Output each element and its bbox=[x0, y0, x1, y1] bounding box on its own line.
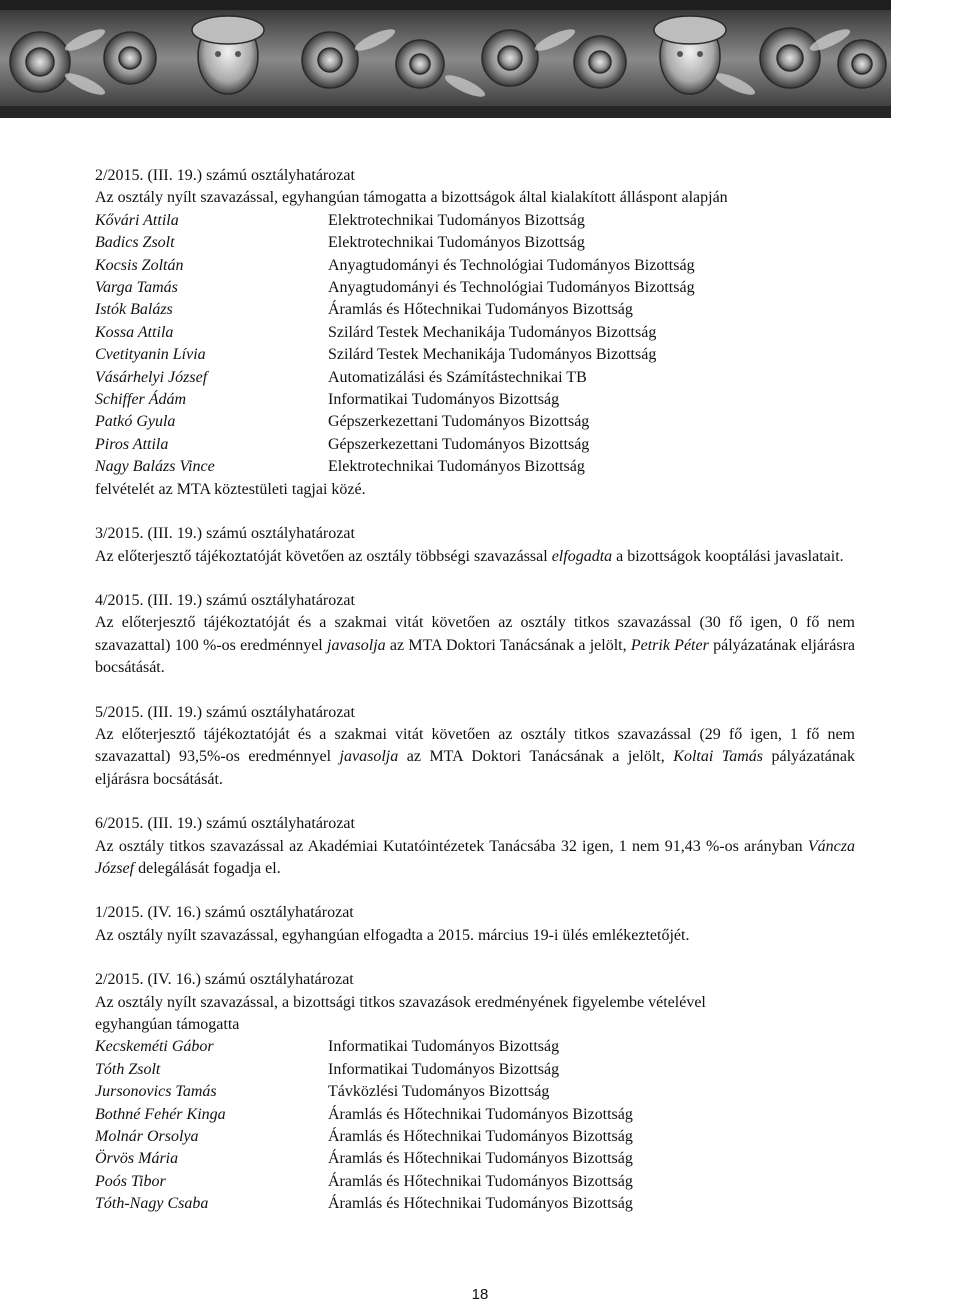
resolution-2-2015-iv bbox=[95, 969, 855, 1215]
member-name: Patkó Gyula bbox=[95, 413, 176, 431]
member-row bbox=[95, 277, 855, 299]
member-row bbox=[95, 1036, 855, 1058]
resolution-heading: 2/2015. (IV. 16.) számú osztályhatározat bbox=[95, 971, 354, 989]
member-name: Tóth Zsolt bbox=[95, 1060, 161, 1078]
text-segment: Az osztály titkos szavazással az Akadémiai Kutatóintézetek Tanácsába 32 igen, 1 nem 91,43 %-os arányban bbox=[95, 837, 808, 855]
member-committee: Szilárd Testek Mechanikája Tudományos Bizottság bbox=[328, 323, 657, 341]
member-row bbox=[95, 1193, 855, 1215]
header-banner bbox=[0, 0, 891, 118]
member-committee: Távközlési Tudományos Bizottság bbox=[328, 1083, 550, 1101]
text-segment: pályázatának eljárásra bocsátását. bbox=[95, 748, 856, 788]
member-row bbox=[95, 389, 855, 411]
emphasis-text: javasolja bbox=[339, 748, 399, 766]
member-row bbox=[95, 299, 855, 321]
member-row bbox=[95, 1126, 855, 1148]
member-name: Cvetityanin Lívia bbox=[95, 346, 206, 364]
member-name: Bothné Fehér Kinga bbox=[95, 1105, 226, 1123]
member-name: Molnár Orsolya bbox=[95, 1128, 199, 1146]
resolution-text bbox=[95, 546, 855, 568]
member-committee: Elektrotechnikai Tudományos Bizottság bbox=[328, 458, 585, 476]
resolution-intro-continued: egyhangúan támogatta bbox=[95, 1016, 240, 1033]
text-segment: pályázatának eljárásra bocsátását. bbox=[95, 636, 856, 677]
member-row bbox=[95, 232, 855, 254]
resolution-closing: felvételét az MTA köztestületi tagjai közé. bbox=[95, 480, 366, 498]
member-name: Nagy Balázs Vince bbox=[95, 458, 215, 476]
member-name: Kossa Attila bbox=[95, 323, 174, 341]
member-row bbox=[95, 210, 855, 232]
member-committee: Anyagtudományi és Technológiai Tudományos Bizottság bbox=[328, 256, 695, 274]
member-committee: Informatikai Tudományos Bizottság bbox=[328, 1060, 560, 1078]
member-name: Tóth-Nagy Csaba bbox=[95, 1195, 209, 1213]
resolution-heading: 3/2015. (III. 19.) számú osztályhatározat bbox=[95, 525, 355, 543]
candidate-name: Petrik Péter bbox=[630, 636, 709, 654]
member-row bbox=[95, 255, 855, 277]
member-row bbox=[95, 1059, 855, 1081]
member-row bbox=[95, 434, 855, 456]
resolution-heading: 6/2015. (III. 19.) számú osztályhatározat bbox=[95, 815, 355, 833]
member-committee: Gépszerkezettani Tudományos Bizottság bbox=[328, 435, 590, 453]
member-name: Vásárhelyi József bbox=[95, 368, 208, 386]
member-list bbox=[95, 1036, 855, 1215]
resolution-heading: 5/2015. (III. 19.) számú osztályhatározat bbox=[95, 703, 355, 721]
resolution-4-2015-iii bbox=[95, 590, 855, 680]
member-row bbox=[95, 367, 855, 389]
member-row bbox=[95, 456, 855, 478]
member-committee: Áramlás és Hőtechnikai Tudományos Bizottság bbox=[328, 1150, 633, 1168]
resolution-3-2015-iii bbox=[95, 523, 855, 568]
emphasis-text: elfogadta bbox=[551, 547, 613, 565]
resolution-heading: 4/2015. (III. 19.) számú osztályhatározat bbox=[95, 591, 355, 609]
emphasis-text: javasolja bbox=[327, 636, 386, 654]
member-name: Varga Tamás bbox=[95, 279, 178, 297]
member-committee: Áramlás és Hőtechnikai Tudományos Bizottság bbox=[328, 1195, 633, 1213]
text-segment: az MTA Doktori Tanácsának a jelölt, bbox=[398, 748, 674, 766]
member-name: Kocsis Zoltán bbox=[95, 256, 184, 274]
member-row bbox=[95, 322, 855, 344]
delegate-name: Váncza József bbox=[95, 837, 855, 877]
member-committee: Informatikai Tudományos Bizottság bbox=[328, 391, 560, 409]
text-segment: Az előterjesztő tájékoztatóját és a szakmai vitát követően az osztály titkos szavazással (30 fő igen, 0 fő nem szavazattal) 100 %-os eredménnyel bbox=[95, 614, 855, 654]
resolution-6-2015-iii bbox=[95, 813, 855, 880]
member-committee: Áramlás és Hőtechnikai Tudományos Bizottság bbox=[328, 1105, 633, 1123]
member-committee: Áramlás és Hőtechnikai Tudományos Bizottság bbox=[328, 1172, 633, 1190]
resolution-2-2015-iii bbox=[95, 165, 855, 501]
page-number: 18 bbox=[471, 1286, 489, 1303]
resolution-intro: Az osztály nyílt szavazással, a bizottsági titkos szavazások eredményének figyelembe vételével bbox=[95, 993, 706, 1011]
text-segment: az MTA Doktori Tanácsának a jelölt, bbox=[385, 636, 631, 654]
member-committee: Gépszerkezettani Tudományos Bizottság bbox=[328, 413, 590, 431]
member-committee: Elektrotechnikai Tudományos Bizottság bbox=[328, 211, 585, 229]
member-row bbox=[95, 344, 855, 366]
member-committee: Áramlás és Hőtechnikai Tudományos Bizottság bbox=[328, 1128, 633, 1146]
text-segment: delegálását fogadja el. bbox=[134, 859, 281, 877]
member-name: Istók Balázs bbox=[95, 301, 173, 319]
resolution-text bbox=[95, 724, 855, 791]
text-segment: Az előterjesztő tájékoztatóját követően az osztály többségi szavazással bbox=[95, 547, 552, 565]
member-committee: Informatikai Tudományos Bizottság bbox=[328, 1038, 560, 1056]
member-row bbox=[95, 1081, 855, 1103]
text-segment: a bizottságok kooptálási javaslatait. bbox=[612, 547, 844, 565]
member-row bbox=[95, 411, 855, 433]
member-name: Kővári Attila bbox=[95, 211, 179, 229]
resolution-heading: 2/2015. (III. 19.) számú osztályhatározat bbox=[95, 167, 355, 184]
member-row bbox=[95, 1171, 855, 1193]
member-committee: Elektrotechnikai Tudományos Bizottság bbox=[328, 234, 585, 252]
document-body bbox=[95, 165, 855, 1216]
text-segment: Az előterjesztő tájékoztatóját és a szakmai vitát követően az osztály titkos szavazással (29 fő igen, 1 fő nem szavazattal) 93,5%-os eredménnyel bbox=[95, 725, 855, 766]
resolution-intro: Az osztály nyílt szavazással, egyhangúan támogatta a bizottságok által kialakított álláspont alapján bbox=[95, 189, 728, 207]
member-committee: Automatizálási és Számítástechnikai TB bbox=[328, 368, 587, 386]
member-list bbox=[95, 210, 855, 479]
resolution-1-2015-iv bbox=[95, 902, 855, 947]
member-row bbox=[95, 1148, 855, 1170]
member-name: Piros Attila bbox=[95, 435, 169, 453]
member-name: Örvös Mária bbox=[95, 1150, 179, 1168]
resolution-text bbox=[95, 836, 855, 881]
member-name: Badics Zsolt bbox=[95, 234, 175, 252]
candidate-name: Koltai Tamás bbox=[673, 748, 763, 766]
resolution-text: Az osztály nyílt szavazással, egyhangúan elfogadta a 2015. március 19-i ülés emlékeztetőjét. bbox=[95, 926, 690, 944]
member-committee: Anyagtudományi és Technológiai Tudományos Bizottság bbox=[328, 279, 695, 297]
member-row bbox=[95, 1104, 855, 1126]
resolution-5-2015-iii bbox=[95, 702, 855, 792]
member-name: Kecskeméti Gábor bbox=[95, 1038, 214, 1056]
member-committee: Szilárd Testek Mechanikája Tudományos Bizottság bbox=[328, 346, 657, 364]
member-name: Poós Tibor bbox=[95, 1172, 166, 1190]
ornate-frieze-icon bbox=[0, 0, 891, 118]
resolution-text bbox=[95, 612, 855, 679]
member-name: Jursonovics Tamás bbox=[95, 1083, 217, 1101]
resolution-heading: 1/2015. (IV. 16.) számú osztályhatározat bbox=[95, 904, 354, 922]
member-committee: Áramlás és Hőtechnikai Tudományos Bizottság bbox=[328, 301, 633, 319]
member-name: Schiffer Ádám bbox=[95, 391, 187, 409]
